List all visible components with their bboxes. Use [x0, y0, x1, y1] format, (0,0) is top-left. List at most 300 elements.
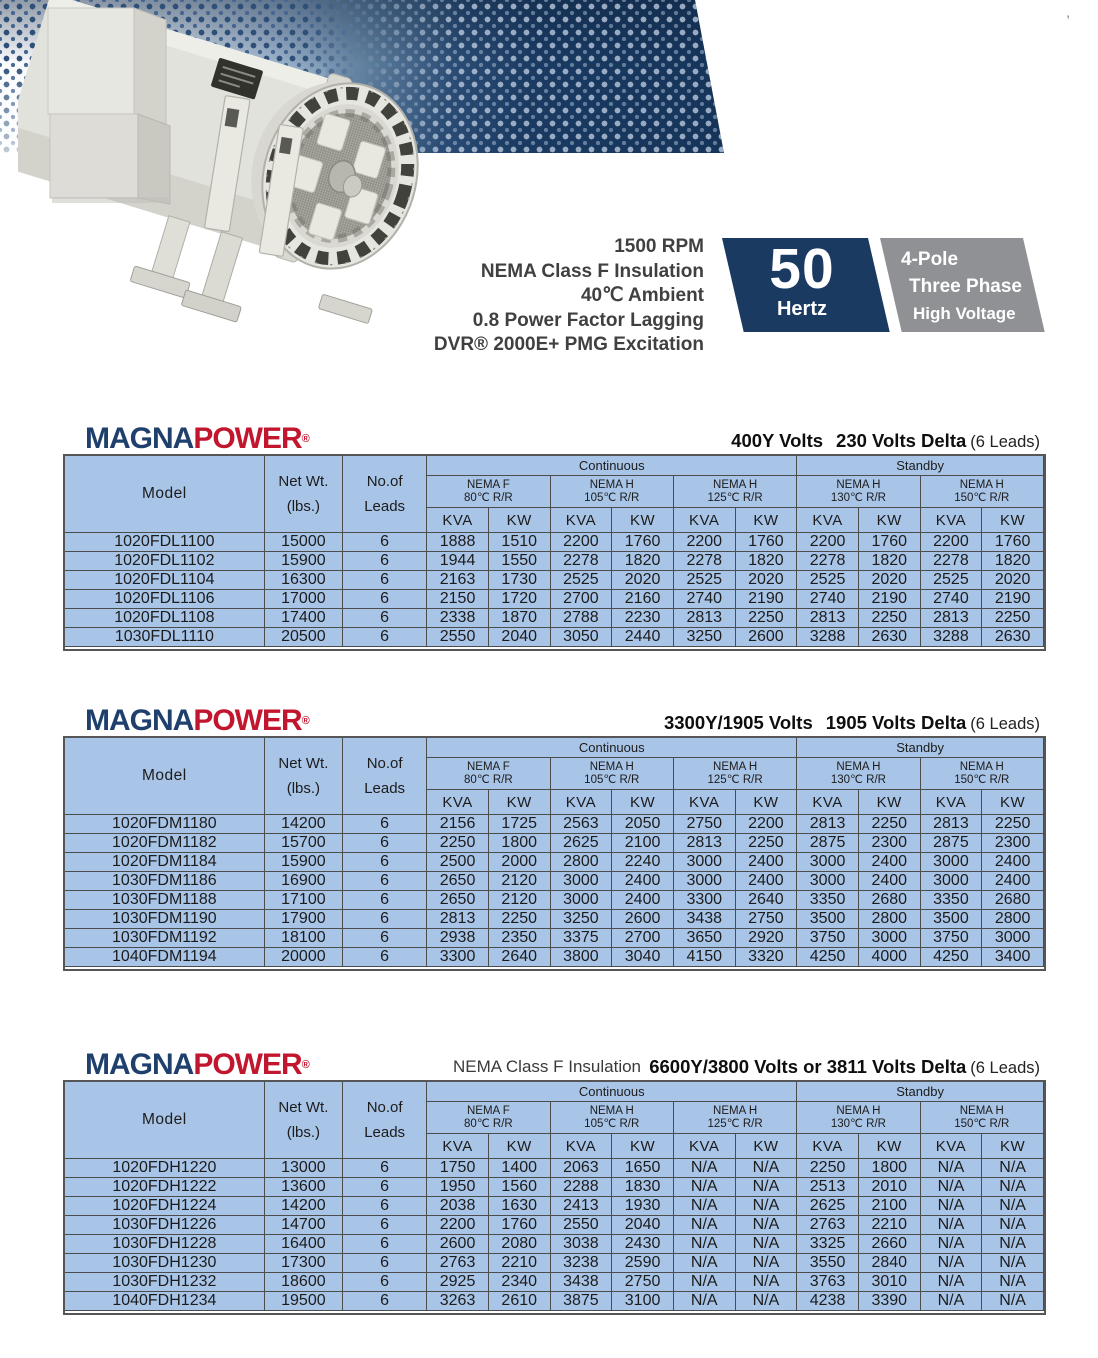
- col-header-kw: KW: [736, 790, 798, 815]
- value-cell: N/A: [674, 1292, 736, 1311]
- col-header-model: Model: [65, 738, 265, 815]
- value-cell: 3288: [797, 628, 859, 647]
- value-cell: 2430: [612, 1235, 674, 1254]
- value-cell: 6: [343, 948, 427, 967]
- value-cell: 1820: [736, 552, 798, 571]
- value-cell: 6: [343, 815, 427, 834]
- value-cell: 16300: [265, 571, 343, 590]
- value-cell: N/A: [674, 1178, 736, 1197]
- value-cell: 2250: [736, 834, 798, 853]
- value-cell: 3750: [921, 929, 983, 948]
- table-row: [65, 910, 1044, 929]
- net-wt-unit: (lbs.): [286, 780, 321, 797]
- value-cell: 1560: [489, 1178, 551, 1197]
- value-cell: 1944: [427, 552, 489, 571]
- col-header-kva: KVA: [921, 790, 983, 815]
- net-wt-label: Net Wt.: [278, 473, 329, 490]
- value-cell: 1800: [859, 1159, 921, 1178]
- spec-table-header: [65, 738, 1044, 967]
- value-cell: 2000: [489, 853, 551, 872]
- leads-label-2: Leads: [364, 780, 406, 797]
- model-cell: 1030FDH1232: [65, 1273, 265, 1292]
- value-cell: 2525: [674, 571, 736, 590]
- value-cell: 16400: [265, 1235, 343, 1254]
- value-cell: 3288: [921, 628, 983, 647]
- value-cell: 2200: [797, 533, 859, 552]
- model-cell: 1040FDM1194: [65, 948, 265, 967]
- leads-note: (6 Leads): [970, 715, 1040, 733]
- col-header-nema-group: NEMA F 80℃ R/R: [427, 476, 550, 508]
- value-cell: 2600: [612, 910, 674, 929]
- value-cell: 3438: [674, 910, 736, 929]
- value-cell: 3000: [859, 929, 921, 948]
- value-cell: 6: [343, 929, 427, 948]
- spec-table: [63, 736, 1046, 971]
- value-cell: 2840: [859, 1254, 921, 1273]
- value-cell: 3325: [797, 1235, 859, 1254]
- table-row: [65, 815, 1044, 834]
- value-cell: 2040: [489, 628, 551, 647]
- value-cell: 2525: [921, 571, 983, 590]
- col-header-nema-group: NEMA F 80℃ R/R: [427, 758, 550, 790]
- value-cell: 2200: [736, 815, 798, 834]
- value-cell: 2210: [859, 1216, 921, 1235]
- value-cell: 2400: [859, 853, 921, 872]
- value-cell: 14200: [265, 1197, 343, 1216]
- table-row: [65, 1159, 1044, 1178]
- value-cell: 2250: [736, 609, 798, 628]
- value-cell: 2660: [859, 1235, 921, 1254]
- spec-table: [63, 1080, 1046, 1315]
- col-header-continuous: Continuous: [427, 1082, 797, 1102]
- spec-line: 40℃ Ambient: [580, 285, 704, 307]
- leads-note: (6 Leads): [970, 1059, 1040, 1077]
- value-cell: 2680: [859, 891, 921, 910]
- col-header-kw: KW: [489, 790, 551, 815]
- table-row: [65, 1273, 1044, 1292]
- col-header-kva: KVA: [797, 508, 859, 533]
- value-cell: 6: [343, 1254, 427, 1273]
- value-cell: 15000: [265, 533, 343, 552]
- value-cell: 2550: [427, 628, 489, 647]
- badge-line-phase: Three Phase: [909, 276, 1022, 297]
- col-header-nema-group: NEMA H 125℃ R/R: [674, 1102, 797, 1134]
- value-cell: N/A: [736, 1235, 798, 1254]
- col-header-standby: Standby: [797, 738, 1044, 758]
- value-cell: N/A: [921, 1292, 983, 1311]
- col-header-standby: Standby: [797, 456, 1044, 476]
- col-header-kva: KVA: [674, 1134, 736, 1159]
- value-cell: 6: [343, 1273, 427, 1292]
- value-cell: 16900: [265, 872, 343, 891]
- value-cell: 2650: [427, 872, 489, 891]
- value-cell: 2200: [551, 533, 613, 552]
- value-cell: 3400: [982, 948, 1044, 967]
- value-cell: 2750: [674, 815, 736, 834]
- col-header-model: Model: [65, 456, 265, 533]
- value-cell: N/A: [921, 1197, 983, 1216]
- value-cell: 2513: [797, 1178, 859, 1197]
- value-cell: N/A: [982, 1235, 1044, 1254]
- value-cell: 4238: [797, 1292, 859, 1311]
- leads-label-1: No.of: [366, 1099, 403, 1116]
- value-cell: 1720: [489, 590, 551, 609]
- value-cell: 1650: [612, 1159, 674, 1178]
- value-cell: 2680: [982, 891, 1044, 910]
- value-cell: 4000: [859, 948, 921, 967]
- value-cell: 2625: [551, 834, 613, 853]
- table-section-6600y: [63, 1038, 1046, 1315]
- value-cell: N/A: [921, 1254, 983, 1273]
- value-cell: N/A: [921, 1216, 983, 1235]
- net-wt-unit: (lbs.): [286, 1124, 321, 1141]
- table-row: [65, 1197, 1044, 1216]
- value-cell: 1830: [612, 1178, 674, 1197]
- value-cell: 2750: [612, 1273, 674, 1292]
- value-cell: 4250: [921, 948, 983, 967]
- value-cell: 13600: [265, 1178, 343, 1197]
- table-row: [65, 609, 1044, 628]
- table-row: [65, 872, 1044, 891]
- leads-label-2: Leads: [364, 1124, 406, 1141]
- value-cell: N/A: [921, 1273, 983, 1292]
- model-cell: 1020FDL1108: [65, 609, 265, 628]
- value-cell: N/A: [736, 1159, 798, 1178]
- value-cell: 3040: [612, 948, 674, 967]
- value-cell: 2200: [674, 533, 736, 552]
- value-cell: 2250: [982, 609, 1044, 628]
- value-cell: N/A: [982, 1273, 1044, 1292]
- leads-label-2: Leads: [364, 498, 406, 515]
- value-cell: 2740: [797, 590, 859, 609]
- table-row: [65, 571, 1044, 590]
- value-cell: 2500: [427, 853, 489, 872]
- value-cell: 3000: [797, 853, 859, 872]
- value-cell: 1870: [489, 609, 551, 628]
- value-cell: 2440: [612, 628, 674, 647]
- value-cell: 6: [343, 872, 427, 891]
- table-row: [65, 891, 1044, 910]
- value-cell: 3250: [674, 628, 736, 647]
- net-wt-label: Net Wt.: [278, 755, 329, 772]
- value-cell: 3550: [797, 1254, 859, 1273]
- value-cell: 4150: [674, 948, 736, 967]
- table-row: [65, 1292, 1044, 1311]
- value-cell: 2763: [427, 1254, 489, 1273]
- badge-line-pole: 4-Pole: [901, 249, 959, 270]
- value-cell: 17100: [265, 891, 343, 910]
- value-cell: 2100: [612, 834, 674, 853]
- col-header-nema-group: NEMA F 80℃ R/R: [427, 1102, 550, 1134]
- value-cell: 3438: [551, 1273, 613, 1292]
- value-cell: 1888: [427, 533, 489, 552]
- value-cell: 2210: [489, 1254, 551, 1273]
- table-row: [65, 929, 1044, 948]
- pole-phase-badge: [880, 238, 1023, 332]
- col-header-net-wt: [265, 456, 343, 533]
- value-cell: N/A: [921, 1178, 983, 1197]
- value-cell: 3300: [674, 891, 736, 910]
- value-cell: 6: [343, 1235, 427, 1254]
- value-cell: 2190: [982, 590, 1044, 609]
- col-header-nema-group: NEMA H 125℃ R/R: [674, 758, 797, 790]
- col-header-nema-group: NEMA H 130℃ R/R: [797, 476, 920, 508]
- value-cell: 6: [343, 533, 427, 552]
- value-cell: N/A: [674, 1273, 736, 1292]
- frequency-badge: [722, 238, 868, 332]
- value-cell: N/A: [982, 1178, 1044, 1197]
- value-cell: N/A: [921, 1159, 983, 1178]
- net-wt-label: Net Wt.: [278, 1099, 329, 1116]
- col-header-kva: KVA: [427, 790, 489, 815]
- model-cell: 1020FDL1104: [65, 571, 265, 590]
- value-cell: 3750: [797, 929, 859, 948]
- col-header-kva: KVA: [797, 1134, 859, 1159]
- value-cell: 2740: [674, 590, 736, 609]
- col-header-nema-group: NEMA H 105℃ R/R: [551, 758, 674, 790]
- model-cell: 1030FDH1226: [65, 1216, 265, 1235]
- value-cell: 2813: [427, 910, 489, 929]
- value-cell: 2020: [736, 571, 798, 590]
- value-cell: N/A: [736, 1197, 798, 1216]
- value-cell: 6: [343, 628, 427, 647]
- value-cell: 2813: [674, 609, 736, 628]
- value-cell: 2413: [551, 1197, 613, 1216]
- col-header-kva: KVA: [674, 508, 736, 533]
- value-cell: 2300: [982, 834, 1044, 853]
- magnapower-logo: MAGNAPOWER®: [85, 704, 310, 737]
- col-header-standby: Standby: [797, 1082, 1044, 1102]
- value-cell: 2525: [797, 571, 859, 590]
- value-cell: 20000: [265, 948, 343, 967]
- value-cell: 2288: [551, 1178, 613, 1197]
- value-cell: 6: [343, 552, 427, 571]
- value-cell: 2278: [921, 552, 983, 571]
- value-cell: 2160: [612, 590, 674, 609]
- value-cell: 15900: [265, 853, 343, 872]
- value-cell: 17400: [265, 609, 343, 628]
- table-row: [65, 834, 1044, 853]
- value-cell: 1760: [859, 533, 921, 552]
- value-cell: 2250: [859, 815, 921, 834]
- value-cell: 2400: [612, 872, 674, 891]
- col-header-kw: KW: [736, 1134, 798, 1159]
- registered-mark: ®: [301, 715, 310, 727]
- value-cell: 2400: [736, 872, 798, 891]
- value-cell: 2813: [797, 815, 859, 834]
- value-cell: 1820: [982, 552, 1044, 571]
- leads-label-1: No.of: [366, 755, 403, 772]
- value-cell: 1760: [982, 533, 1044, 552]
- value-cell: 3050: [551, 628, 613, 647]
- value-cell: 1930: [612, 1197, 674, 1216]
- col-header-kw: KW: [612, 790, 674, 815]
- value-cell: 2813: [674, 834, 736, 853]
- value-cell: 2250: [427, 834, 489, 853]
- value-cell: 6: [343, 1178, 427, 1197]
- net-wt-unit: (lbs.): [286, 498, 321, 515]
- value-cell: 2800: [982, 910, 1044, 929]
- value-cell: 2563: [551, 815, 613, 834]
- value-cell: 2788: [551, 609, 613, 628]
- frequency-value: 50: [769, 237, 835, 301]
- value-cell: 3763: [797, 1273, 859, 1292]
- value-cell: 1550: [489, 552, 551, 571]
- value-cell: 2020: [612, 571, 674, 590]
- model-cell: 1030FDL1110: [65, 628, 265, 647]
- model-cell: 1020FDH1222: [65, 1178, 265, 1197]
- value-cell: 2700: [612, 929, 674, 948]
- insulation-note: NEMA Class F Insulation: [453, 1057, 642, 1076]
- value-cell: 2400: [612, 891, 674, 910]
- value-cell: 2813: [797, 609, 859, 628]
- value-cell: 2630: [859, 628, 921, 647]
- table-row: [65, 590, 1044, 609]
- col-header-kva: KVA: [921, 1134, 983, 1159]
- value-cell: 6: [343, 1159, 427, 1178]
- value-cell: 2938: [427, 929, 489, 948]
- table-row: [65, 853, 1044, 872]
- value-cell: 3350: [921, 891, 983, 910]
- value-cell: 2800: [551, 853, 613, 872]
- leads-label-1: No.of: [366, 473, 403, 490]
- spec-table-body: [65, 967, 1044, 969]
- value-cell: 6: [343, 571, 427, 590]
- value-cell: 3000: [674, 872, 736, 891]
- value-cell: 17300: [265, 1254, 343, 1273]
- value-cell: 3250: [551, 910, 613, 929]
- col-header-nema-group: NEMA H 105℃ R/R: [551, 1102, 674, 1134]
- col-header-kw: KW: [982, 1134, 1044, 1159]
- col-header-kva: KVA: [674, 790, 736, 815]
- value-cell: 2875: [921, 834, 983, 853]
- value-cell: 2038: [427, 1197, 489, 1216]
- value-cell: 1630: [489, 1197, 551, 1216]
- col-header-model: Model: [65, 1082, 265, 1159]
- value-cell: 2340: [489, 1273, 551, 1292]
- model-cell: 1030FDH1230: [65, 1254, 265, 1273]
- value-cell: N/A: [982, 1197, 1044, 1216]
- col-header-kva: KVA: [551, 790, 613, 815]
- value-cell: N/A: [982, 1216, 1044, 1235]
- value-cell: 6: [343, 853, 427, 872]
- value-cell: N/A: [674, 1235, 736, 1254]
- model-cell: 1020FDH1220: [65, 1159, 265, 1178]
- value-cell: 14200: [265, 815, 343, 834]
- col-header-kw: KW: [489, 508, 551, 533]
- value-cell: N/A: [736, 1292, 798, 1311]
- value-cell: 2650: [427, 891, 489, 910]
- value-cell: 19500: [265, 1292, 343, 1311]
- leads-note: (6 Leads): [970, 433, 1040, 451]
- value-cell: 4250: [797, 948, 859, 967]
- registered-mark: ®: [301, 1059, 310, 1071]
- value-cell: 15900: [265, 552, 343, 571]
- value-cell: 2163: [427, 571, 489, 590]
- value-cell: 6: [343, 1292, 427, 1311]
- model-cell: 1030FDH1228: [65, 1235, 265, 1254]
- value-cell: 3375: [551, 929, 613, 948]
- value-cell: N/A: [982, 1292, 1044, 1311]
- value-cell: 3000: [551, 891, 613, 910]
- value-cell: 1725: [489, 815, 551, 834]
- col-header-leads: [343, 738, 427, 815]
- table-row: [65, 1254, 1044, 1273]
- value-cell: 2925: [427, 1273, 489, 1292]
- col-header-nema-group: NEMA H 150℃ R/R: [921, 1102, 1044, 1134]
- model-cell: 1020FDM1184: [65, 853, 265, 872]
- model-cell: 1030FDM1188: [65, 891, 265, 910]
- col-header-nema-group: NEMA H 125℃ R/R: [674, 476, 797, 508]
- value-cell: 6: [343, 590, 427, 609]
- spec-table-header: [65, 1082, 1044, 1311]
- col-header-continuous: Continuous: [427, 738, 797, 758]
- value-cell: 2200: [921, 533, 983, 552]
- badge-line-voltage: High Voltage: [913, 304, 1016, 323]
- value-cell: N/A: [674, 1254, 736, 1273]
- col-header-kw: KW: [859, 1134, 921, 1159]
- value-cell: 3300: [427, 948, 489, 967]
- value-cell: 2230: [612, 609, 674, 628]
- value-cell: 6: [343, 1216, 427, 1235]
- value-cell: 1950: [427, 1178, 489, 1197]
- value-cell: 2350: [489, 929, 551, 948]
- value-cell: 2010: [859, 1178, 921, 1197]
- value-cell: 2040: [612, 1216, 674, 1235]
- value-cell: 2120: [489, 872, 551, 891]
- value-cell: 3000: [982, 929, 1044, 948]
- model-cell: 1020FDL1106: [65, 590, 265, 609]
- col-header-nema-group: NEMA H 150℃ R/R: [921, 476, 1044, 508]
- value-cell: 2190: [736, 590, 798, 609]
- registered-mark: ®: [301, 433, 310, 445]
- model-cell: 1040FDH1234: [65, 1292, 265, 1311]
- value-cell: 2150: [427, 590, 489, 609]
- table-row: [65, 1235, 1044, 1254]
- value-cell: 3800: [551, 948, 613, 967]
- model-cell: 1030FDM1192: [65, 929, 265, 948]
- value-cell: N/A: [736, 1273, 798, 1292]
- value-cell: N/A: [674, 1159, 736, 1178]
- value-cell: 2600: [736, 628, 798, 647]
- spec-line: 1500 RPM: [614, 236, 704, 257]
- value-cell: 3038: [551, 1235, 613, 1254]
- value-cell: 14700: [265, 1216, 343, 1235]
- value-cell: 3875: [551, 1292, 613, 1311]
- value-cell: 2080: [489, 1235, 551, 1254]
- table-row: [65, 1216, 1044, 1235]
- value-cell: 1820: [859, 552, 921, 571]
- value-cell: 1820: [612, 552, 674, 571]
- value-cell: N/A: [982, 1254, 1044, 1273]
- value-cell: 2550: [551, 1216, 613, 1235]
- magnapower-logo: MAGNAPOWER®: [85, 1048, 310, 1081]
- value-cell: 17900: [265, 910, 343, 929]
- value-cell: 2875: [797, 834, 859, 853]
- value-cell: 2813: [921, 609, 983, 628]
- section-title: 3300Y/1905 Volts 1905 Volts Delta (6 Leads): [663, 712, 1040, 733]
- col-header-kw: KW: [982, 790, 1044, 815]
- value-cell: 2400: [982, 872, 1044, 891]
- value-cell: 2063: [551, 1159, 613, 1178]
- value-cell: 2525: [551, 571, 613, 590]
- table-row: [65, 948, 1044, 967]
- spec-table-body: [65, 1311, 1044, 1313]
- value-cell: 2250: [982, 815, 1044, 834]
- value-cell: 2700: [551, 590, 613, 609]
- value-cell: 2300: [859, 834, 921, 853]
- corner-mark: ,: [1066, 4, 1070, 20]
